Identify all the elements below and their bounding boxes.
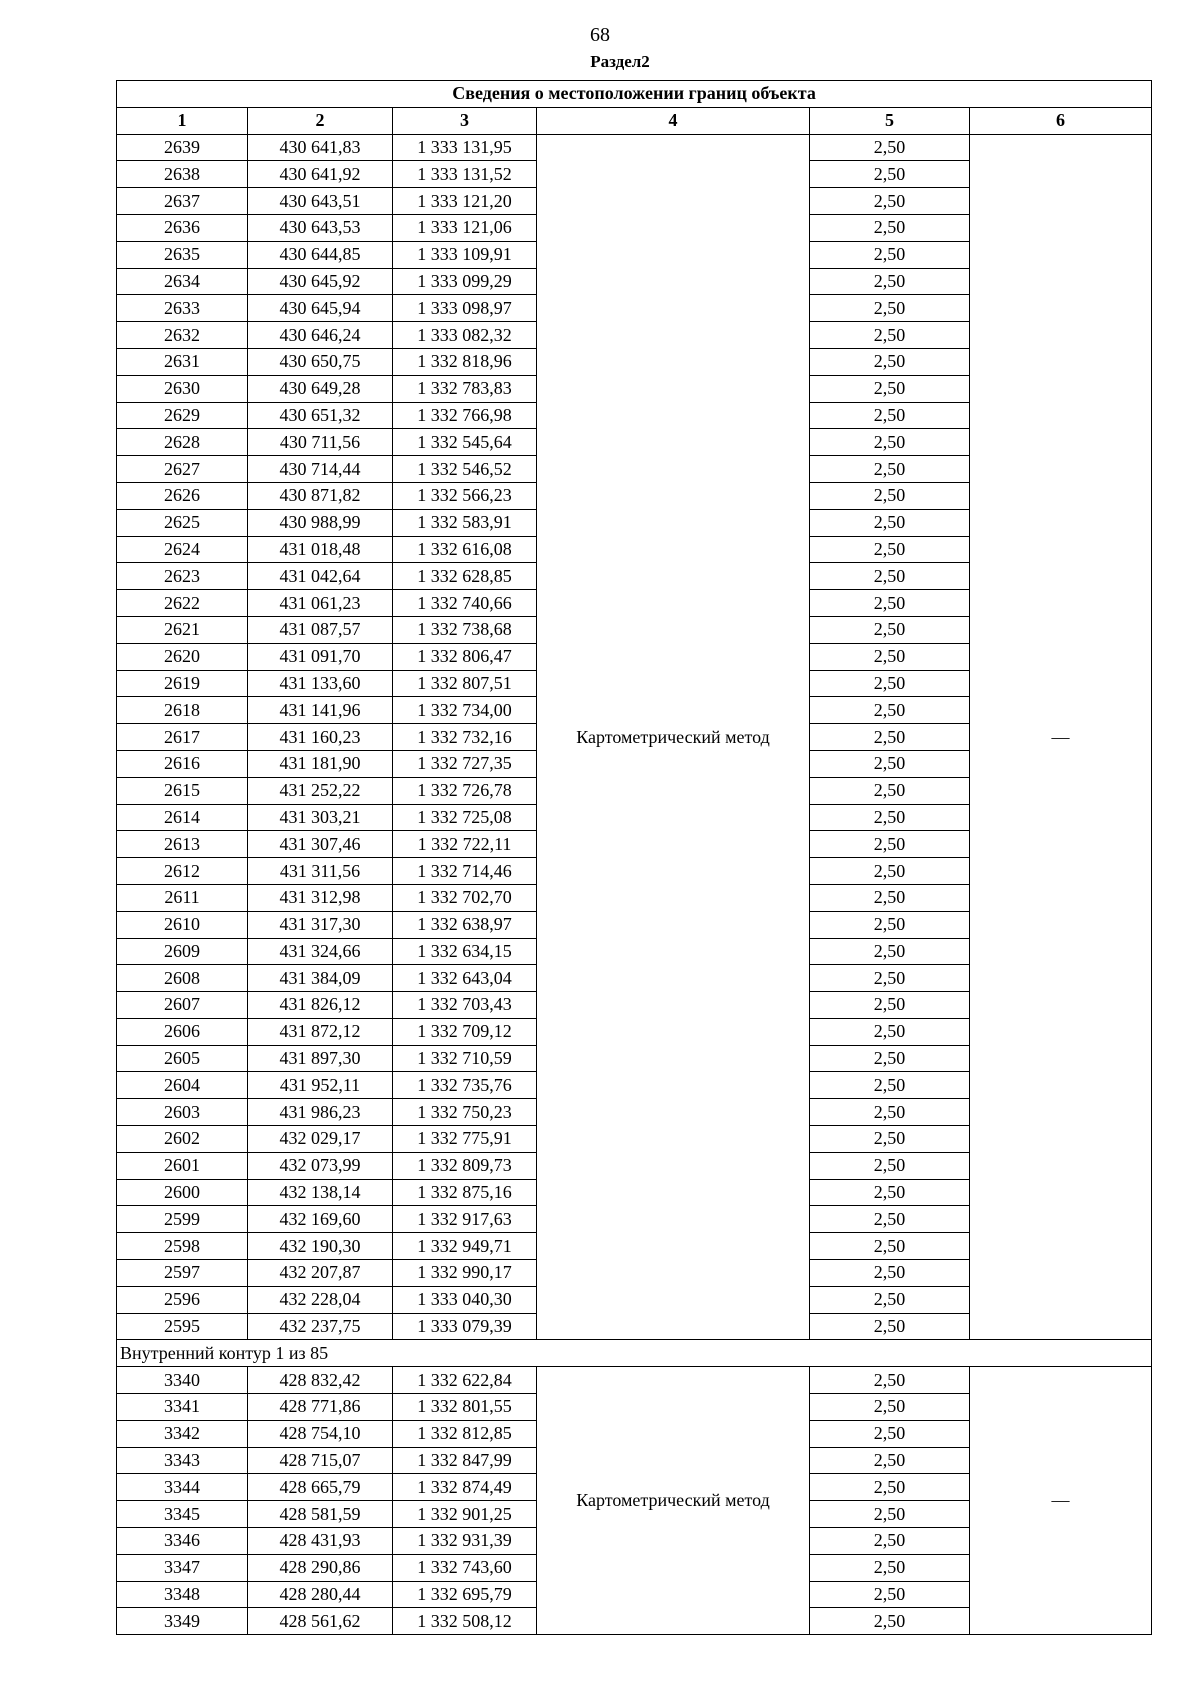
coordinate-y: 1 332 714,46 bbox=[393, 858, 537, 885]
column-header-1: 1 bbox=[117, 107, 248, 134]
accuracy-value: 2,50 bbox=[810, 188, 970, 215]
coordinate-y: 1 333 121,06 bbox=[393, 214, 537, 241]
coordinate-x: 432 207,87 bbox=[248, 1260, 393, 1287]
coordinate-x: 428 665,79 bbox=[248, 1474, 393, 1501]
coordinate-y: 1 332 634,15 bbox=[393, 938, 537, 965]
accuracy-value: 2,50 bbox=[810, 1152, 970, 1179]
accuracy-value: 2,50 bbox=[810, 1394, 970, 1421]
coordinate-y: 1 332 847,99 bbox=[393, 1447, 537, 1474]
coordinate-x: 431 317,30 bbox=[248, 911, 393, 938]
coordinate-y: 1 332 901,25 bbox=[393, 1501, 537, 1528]
point-number: 2610 bbox=[117, 911, 248, 938]
coordinate-y: 1 332 812,85 bbox=[393, 1420, 537, 1447]
coordinate-x: 432 073,99 bbox=[248, 1152, 393, 1179]
coordinate-x: 431 061,23 bbox=[248, 590, 393, 617]
coordinate-x: 432 138,14 bbox=[248, 1179, 393, 1206]
coordinate-x: 428 715,07 bbox=[248, 1447, 393, 1474]
point-number: 2598 bbox=[117, 1233, 248, 1260]
coordinate-x: 428 754,10 bbox=[248, 1420, 393, 1447]
accuracy-value: 2,50 bbox=[810, 911, 970, 938]
accuracy-value: 2,50 bbox=[810, 1126, 970, 1153]
point-number: 2635 bbox=[117, 241, 248, 268]
coordinate-x: 431 042,64 bbox=[248, 563, 393, 590]
point-number: 2595 bbox=[117, 1313, 248, 1340]
coordinate-x: 430 646,24 bbox=[248, 322, 393, 349]
accuracy-value: 2,50 bbox=[810, 804, 970, 831]
coordinate-x: 431 872,12 bbox=[248, 1018, 393, 1045]
coordinate-y: 1 332 643,04 bbox=[393, 965, 537, 992]
point-number: 2638 bbox=[117, 161, 248, 188]
point-number: 2627 bbox=[117, 456, 248, 483]
coordinate-x: 428 832,42 bbox=[248, 1367, 393, 1394]
accuracy-value: 2,50 bbox=[810, 643, 970, 670]
coordinate-y: 1 332 732,16 bbox=[393, 724, 537, 751]
point-number: 3342 bbox=[117, 1420, 248, 1447]
point-number: 3346 bbox=[117, 1528, 248, 1555]
coordinate-x: 431 986,23 bbox=[248, 1099, 393, 1126]
coordinate-y: 1 332 702,70 bbox=[393, 884, 537, 911]
point-number: 2626 bbox=[117, 482, 248, 509]
column6-value: — bbox=[970, 1367, 1152, 1635]
coordinate-y: 1 332 722,11 bbox=[393, 831, 537, 858]
point-number: 3341 bbox=[117, 1394, 248, 1421]
accuracy-value: 2,50 bbox=[810, 670, 970, 697]
coordinate-y: 1 332 546,52 bbox=[393, 456, 537, 483]
point-number: 2611 bbox=[117, 884, 248, 911]
accuracy-value: 2,50 bbox=[810, 1554, 970, 1581]
coordinate-x: 430 641,83 bbox=[248, 134, 393, 161]
coordinate-y: 1 333 109,91 bbox=[393, 241, 537, 268]
coordinate-y: 1 332 818,96 bbox=[393, 348, 537, 375]
coordinate-x: 432 237,75 bbox=[248, 1313, 393, 1340]
coordinate-y: 1 332 710,59 bbox=[393, 1045, 537, 1072]
accuracy-value: 2,50 bbox=[810, 1420, 970, 1447]
coordinate-x: 430 644,85 bbox=[248, 241, 393, 268]
coordinate-y: 1 332 874,49 bbox=[393, 1474, 537, 1501]
point-number: 2606 bbox=[117, 1018, 248, 1045]
coordinate-y: 1 332 931,39 bbox=[393, 1528, 537, 1555]
point-number: 3347 bbox=[117, 1554, 248, 1581]
coordinate-x: 431 897,30 bbox=[248, 1045, 393, 1072]
table-row bbox=[117, 1367, 1152, 1394]
point-number: 2600 bbox=[117, 1179, 248, 1206]
accuracy-value: 2,50 bbox=[810, 938, 970, 965]
point-number: 2639 bbox=[117, 134, 248, 161]
column-header-6: 6 bbox=[970, 107, 1152, 134]
coordinate-x: 431 384,09 bbox=[248, 965, 393, 992]
point-number: 2603 bbox=[117, 1099, 248, 1126]
coordinate-y: 1 332 622,84 bbox=[393, 1367, 537, 1394]
point-number: 2616 bbox=[117, 750, 248, 777]
coordinate-x: 430 871,82 bbox=[248, 482, 393, 509]
coordinate-x: 431 311,56 bbox=[248, 858, 393, 885]
coordinate-y: 1 332 801,55 bbox=[393, 1394, 537, 1421]
coordinate-y: 1 332 566,23 bbox=[393, 482, 537, 509]
accuracy-value: 2,50 bbox=[810, 456, 970, 483]
point-number: 2617 bbox=[117, 724, 248, 751]
table-row bbox=[117, 134, 1152, 161]
coordinate-x: 430 649,28 bbox=[248, 375, 393, 402]
accuracy-value: 2,50 bbox=[810, 161, 970, 188]
accuracy-value: 2,50 bbox=[810, 1099, 970, 1126]
coordinate-y: 1 332 806,47 bbox=[393, 643, 537, 670]
coordinate-y: 1 332 809,73 bbox=[393, 1152, 537, 1179]
accuracy-value: 2,50 bbox=[810, 429, 970, 456]
coordinate-x: 432 169,60 bbox=[248, 1206, 393, 1233]
accuracy-value: 2,50 bbox=[810, 268, 970, 295]
coordinate-x: 432 029,17 bbox=[248, 1126, 393, 1153]
point-number: 2631 bbox=[117, 348, 248, 375]
accuracy-value: 2,50 bbox=[810, 295, 970, 322]
coordinate-y: 1 332 738,68 bbox=[393, 616, 537, 643]
coordinate-y: 1 333 099,29 bbox=[393, 268, 537, 295]
accuracy-value: 2,50 bbox=[810, 884, 970, 911]
coordinate-y: 1 332 725,08 bbox=[393, 804, 537, 831]
coordinate-y: 1 332 766,98 bbox=[393, 402, 537, 429]
point-number: 2613 bbox=[117, 831, 248, 858]
accuracy-value: 2,50 bbox=[810, 858, 970, 885]
accuracy-value: 2,50 bbox=[810, 724, 970, 751]
accuracy-value: 2,50 bbox=[810, 590, 970, 617]
coordinate-y: 1 332 750,23 bbox=[393, 1099, 537, 1126]
point-number: 2625 bbox=[117, 509, 248, 536]
coordinate-y: 1 333 131,52 bbox=[393, 161, 537, 188]
coordinate-x: 431 018,48 bbox=[248, 536, 393, 563]
coordinate-x: 428 771,86 bbox=[248, 1394, 393, 1421]
accuracy-value: 2,50 bbox=[810, 1045, 970, 1072]
determination-method: Картометрический метод bbox=[537, 134, 810, 1340]
column-header-4: 4 bbox=[537, 107, 810, 134]
coordinate-y: 1 333 098,97 bbox=[393, 295, 537, 322]
coordinate-y: 1 333 079,39 bbox=[393, 1313, 537, 1340]
point-number: 3343 bbox=[117, 1447, 248, 1474]
coordinate-x: 430 651,32 bbox=[248, 402, 393, 429]
coordinate-y: 1 332 583,91 bbox=[393, 509, 537, 536]
coordinate-y: 1 333 121,20 bbox=[393, 188, 537, 215]
accuracy-value: 2,50 bbox=[810, 536, 970, 563]
point-number: 2612 bbox=[117, 858, 248, 885]
column-header-2: 2 bbox=[248, 107, 393, 134]
accuracy-value: 2,50 bbox=[810, 241, 970, 268]
coordinate-y: 1 332 949,71 bbox=[393, 1233, 537, 1260]
accuracy-value: 2,50 bbox=[810, 375, 970, 402]
accuracy-value: 2,50 bbox=[810, 616, 970, 643]
boundary-coordinates-table bbox=[116, 80, 1152, 1635]
point-number: 2629 bbox=[117, 402, 248, 429]
coordinate-y: 1 332 727,35 bbox=[393, 750, 537, 777]
coordinate-y: 1 332 875,16 bbox=[393, 1179, 537, 1206]
coordinate-x: 431 324,66 bbox=[248, 938, 393, 965]
coordinate-x: 431 087,57 bbox=[248, 616, 393, 643]
point-number: 2597 bbox=[117, 1260, 248, 1287]
point-number: 2609 bbox=[117, 938, 248, 965]
coordinate-y: 1 332 740,66 bbox=[393, 590, 537, 617]
coordinate-x: 428 280,44 bbox=[248, 1581, 393, 1608]
point-number: 2596 bbox=[117, 1286, 248, 1313]
coordinate-y: 1 332 807,51 bbox=[393, 670, 537, 697]
coordinate-y: 1 332 990,17 bbox=[393, 1260, 537, 1287]
coordinate-x: 430 714,44 bbox=[248, 456, 393, 483]
coordinate-y: 1 332 783,83 bbox=[393, 375, 537, 402]
point-number: 2604 bbox=[117, 1072, 248, 1099]
coordinate-x: 430 645,92 bbox=[248, 268, 393, 295]
coordinate-y: 1 332 703,43 bbox=[393, 992, 537, 1019]
coordinate-y: 1 332 616,08 bbox=[393, 536, 537, 563]
point-number: 2608 bbox=[117, 965, 248, 992]
accuracy-value: 2,50 bbox=[810, 214, 970, 241]
coordinate-x: 430 988,99 bbox=[248, 509, 393, 536]
point-number: 3345 bbox=[117, 1501, 248, 1528]
point-number: 2636 bbox=[117, 214, 248, 241]
section-title: Раздел2 bbox=[590, 52, 650, 71]
coordinate-x: 431 303,21 bbox=[248, 804, 393, 831]
table-caption: Сведения о местоположении границ объекта bbox=[117, 81, 1152, 108]
coordinate-y: 1 332 743,60 bbox=[393, 1554, 537, 1581]
point-number: 2624 bbox=[117, 536, 248, 563]
point-number: 2630 bbox=[117, 375, 248, 402]
accuracy-value: 2,50 bbox=[810, 1179, 970, 1206]
coordinate-x: 431 952,11 bbox=[248, 1072, 393, 1099]
point-number: 2614 bbox=[117, 804, 248, 831]
contour-heading-row bbox=[117, 1340, 1152, 1367]
point-number: 2633 bbox=[117, 295, 248, 322]
point-number: 2632 bbox=[117, 322, 248, 349]
point-number: 3349 bbox=[117, 1608, 248, 1635]
accuracy-value: 2,50 bbox=[810, 1286, 970, 1313]
accuracy-value: 2,50 bbox=[810, 482, 970, 509]
accuracy-value: 2,50 bbox=[810, 402, 970, 429]
coordinate-x: 431 307,46 bbox=[248, 831, 393, 858]
column-header-3: 3 bbox=[393, 107, 537, 134]
coordinate-y: 1 332 545,64 bbox=[393, 429, 537, 456]
point-number: 2634 bbox=[117, 268, 248, 295]
accuracy-value: 2,50 bbox=[810, 509, 970, 536]
coordinate-x: 428 561,62 bbox=[248, 1608, 393, 1635]
coordinate-y: 1 332 775,91 bbox=[393, 1126, 537, 1153]
coordinate-x: 431 252,22 bbox=[248, 777, 393, 804]
accuracy-value: 2,50 bbox=[810, 1447, 970, 1474]
coordinate-x: 430 645,94 bbox=[248, 295, 393, 322]
coordinate-y: 1 332 735,76 bbox=[393, 1072, 537, 1099]
accuracy-value: 2,50 bbox=[810, 1072, 970, 1099]
accuracy-value: 2,50 bbox=[810, 831, 970, 858]
coordinate-y: 1 332 508,12 bbox=[393, 1608, 537, 1635]
coordinate-y: 1 332 734,00 bbox=[393, 697, 537, 724]
accuracy-value: 2,50 bbox=[810, 1260, 970, 1287]
point-number: 2637 bbox=[117, 188, 248, 215]
point-number: 2602 bbox=[117, 1126, 248, 1153]
point-number: 2615 bbox=[117, 777, 248, 804]
coordinate-y: 1 332 628,85 bbox=[393, 563, 537, 590]
point-number: 2605 bbox=[117, 1045, 248, 1072]
coordinate-y: 1 332 709,12 bbox=[393, 1018, 537, 1045]
accuracy-value: 2,50 bbox=[810, 1233, 970, 1260]
coordinate-x: 431 826,12 bbox=[248, 992, 393, 1019]
coordinate-x: 431 091,70 bbox=[248, 643, 393, 670]
accuracy-value: 2,50 bbox=[810, 1474, 970, 1501]
point-number: 2619 bbox=[117, 670, 248, 697]
coordinate-x: 431 141,96 bbox=[248, 697, 393, 724]
point-number: 2618 bbox=[117, 697, 248, 724]
accuracy-value: 2,50 bbox=[810, 563, 970, 590]
accuracy-value: 2,50 bbox=[810, 1313, 970, 1340]
point-number: 2620 bbox=[117, 643, 248, 670]
accuracy-value: 2,50 bbox=[810, 348, 970, 375]
column6-value: — bbox=[970, 134, 1152, 1340]
point-number: 2607 bbox=[117, 992, 248, 1019]
accuracy-value: 2,50 bbox=[810, 1018, 970, 1045]
coordinate-y: 1 332 638,97 bbox=[393, 911, 537, 938]
accuracy-value: 2,50 bbox=[810, 134, 970, 161]
coordinate-x: 428 290,86 bbox=[248, 1554, 393, 1581]
accuracy-value: 2,50 bbox=[810, 965, 970, 992]
point-number: 3344 bbox=[117, 1474, 248, 1501]
point-number: 3340 bbox=[117, 1367, 248, 1394]
contour-heading: Внутренний контур 1 из 85 bbox=[117, 1340, 1152, 1367]
accuracy-value: 2,50 bbox=[810, 1528, 970, 1555]
accuracy-value: 2,50 bbox=[810, 1367, 970, 1394]
coordinate-x: 431 133,60 bbox=[248, 670, 393, 697]
point-number: 3348 bbox=[117, 1581, 248, 1608]
determination-method: Картометрический метод bbox=[537, 1367, 810, 1635]
coordinate-y: 1 332 695,79 bbox=[393, 1581, 537, 1608]
accuracy-value: 2,50 bbox=[810, 1501, 970, 1528]
coordinate-x: 428 581,59 bbox=[248, 1501, 393, 1528]
coordinate-x: 430 643,51 bbox=[248, 188, 393, 215]
coordinate-x: 431 312,98 bbox=[248, 884, 393, 911]
coordinate-x: 430 643,53 bbox=[248, 214, 393, 241]
coordinate-y: 1 332 917,63 bbox=[393, 1206, 537, 1233]
point-number: 2628 bbox=[117, 429, 248, 456]
column-header-5: 5 bbox=[810, 107, 970, 134]
coordinate-x: 430 641,92 bbox=[248, 161, 393, 188]
point-number: 2599 bbox=[117, 1206, 248, 1233]
accuracy-value: 2,50 bbox=[810, 750, 970, 777]
coordinate-y: 1 333 040,30 bbox=[393, 1286, 537, 1313]
coordinate-y: 1 332 726,78 bbox=[393, 777, 537, 804]
accuracy-value: 2,50 bbox=[810, 1206, 970, 1233]
coordinate-x: 431 160,23 bbox=[248, 724, 393, 751]
page-number: 68 bbox=[590, 24, 610, 46]
point-number: 2601 bbox=[117, 1152, 248, 1179]
coordinate-x: 431 181,90 bbox=[248, 750, 393, 777]
accuracy-value: 2,50 bbox=[810, 992, 970, 1019]
coordinate-x: 432 190,30 bbox=[248, 1233, 393, 1260]
accuracy-value: 2,50 bbox=[810, 777, 970, 804]
coordinate-y: 1 333 131,95 bbox=[393, 134, 537, 161]
coordinate-x: 432 228,04 bbox=[248, 1286, 393, 1313]
coordinate-x: 430 650,75 bbox=[248, 348, 393, 375]
accuracy-value: 2,50 bbox=[810, 697, 970, 724]
coordinate-x: 430 711,56 bbox=[248, 429, 393, 456]
point-number: 2622 bbox=[117, 590, 248, 617]
accuracy-value: 2,50 bbox=[810, 1608, 970, 1635]
coordinate-x: 428 431,93 bbox=[248, 1528, 393, 1555]
coordinate-y: 1 333 082,32 bbox=[393, 322, 537, 349]
point-number: 2621 bbox=[117, 616, 248, 643]
point-number: 2623 bbox=[117, 563, 248, 590]
accuracy-value: 2,50 bbox=[810, 1581, 970, 1608]
accuracy-value: 2,50 bbox=[810, 322, 970, 349]
